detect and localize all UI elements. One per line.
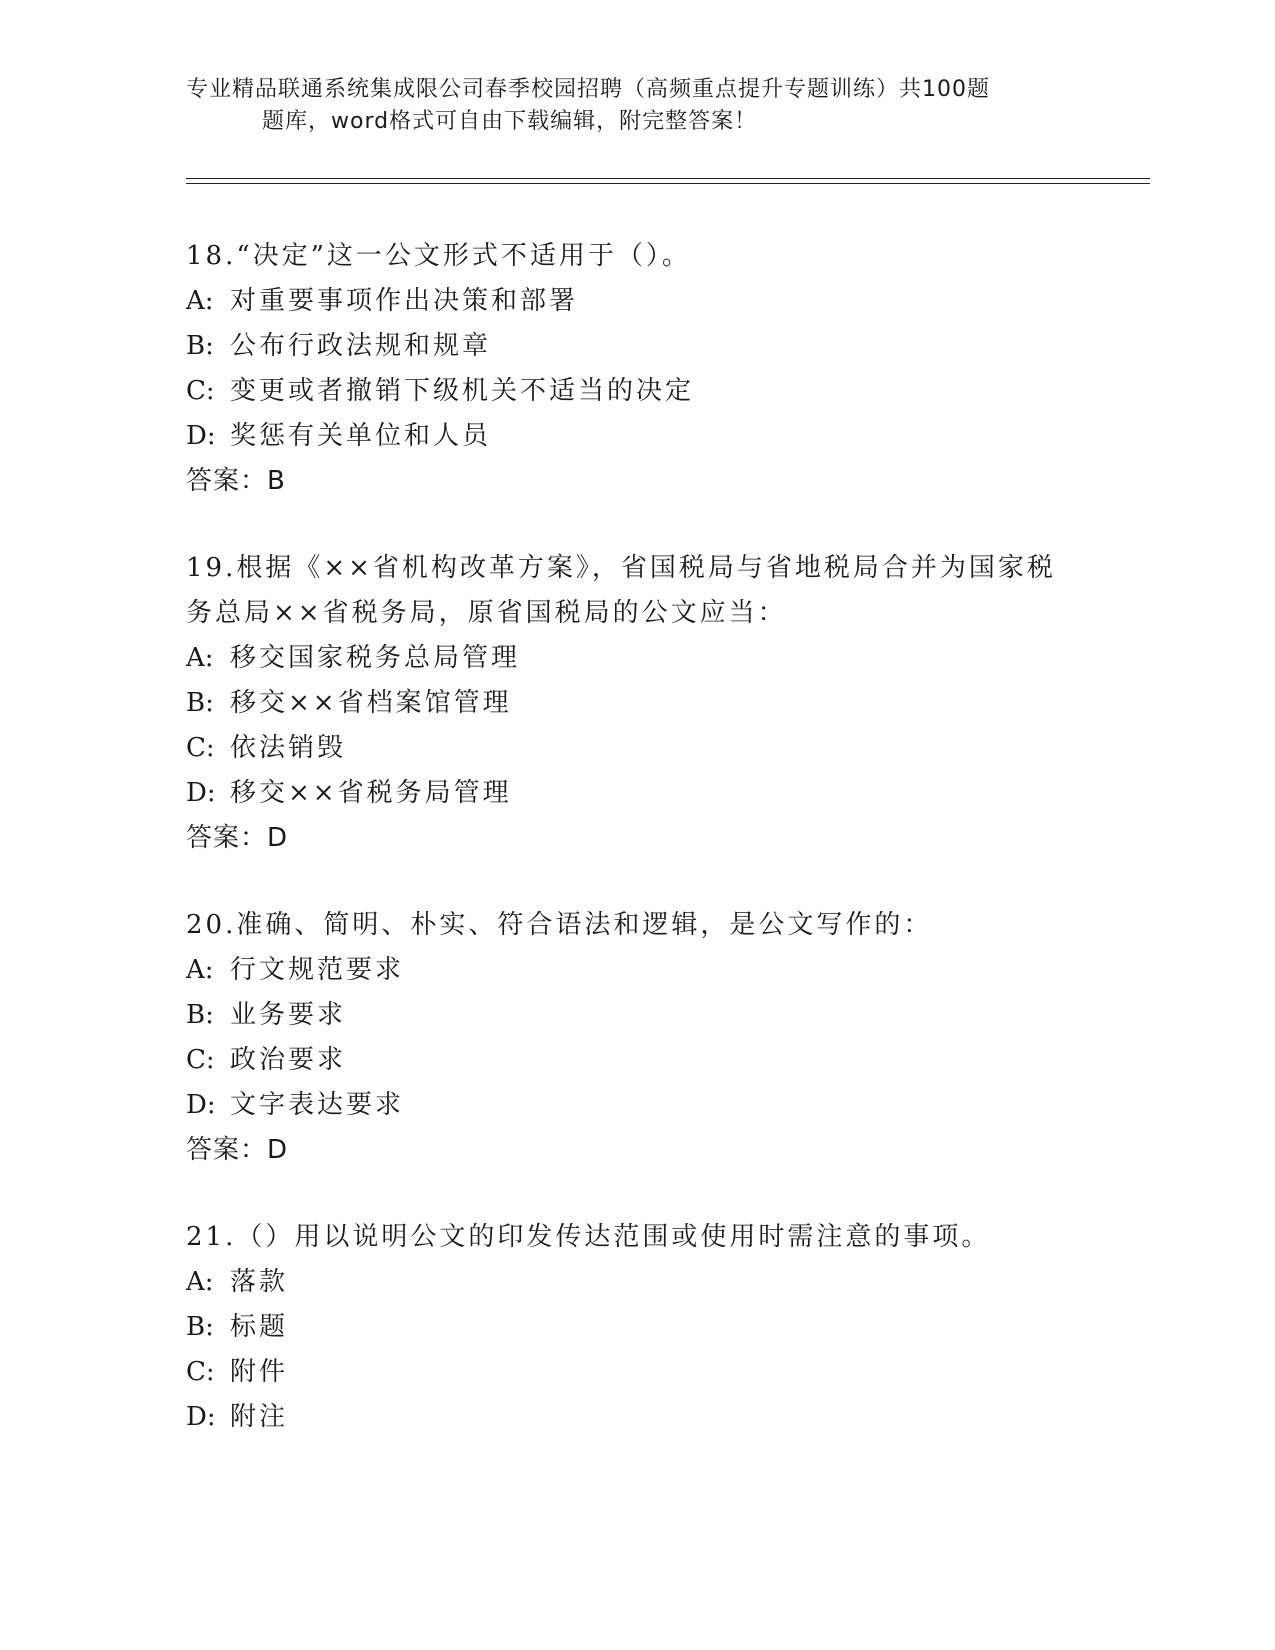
option-text: 公布行政法规和规章 <box>230 331 492 361</box>
question-stem: 21.（）用以说明公文的印发传达范围或使用时需注意的事项。 <box>186 1222 991 1252</box>
option-text: 业务要求 <box>230 1000 347 1030</box>
option-text: 移交××省档案馆管理 <box>230 688 512 718</box>
option-text: 附件 <box>230 1357 289 1387</box>
option-a <box>186 636 1086 681</box>
option-a <box>186 1260 1086 1305</box>
option-c <box>186 726 1086 771</box>
option-letter: C: <box>186 1045 215 1075</box>
option-text: 行文规范要求 <box>230 955 405 985</box>
option-c <box>186 369 1086 414</box>
option-letter: C: <box>186 733 215 763</box>
option-d <box>186 1395 1086 1440</box>
question-stem-line-1: 19.根据《××省机构改革方案》，省国税局与省地税局合并为国家税 <box>186 553 1056 583</box>
question-stem: 20.准确、简明、朴实、符合语法和逻辑，是公文写作的： <box>186 910 933 940</box>
question-18 <box>186 234 1086 504</box>
header-title-line-2: 题库，word格式可自由下载编辑，附完整答案！ <box>262 109 758 134</box>
option-d <box>186 414 1086 459</box>
question-stem: 18.“决定”这一公文形式不适用于（）。 <box>186 241 691 271</box>
option-text: 附注 <box>230 1402 289 1432</box>
question-list <box>186 234 1086 1482</box>
option-text: 变更或者撤销下级机关不适当的决定 <box>230 376 695 406</box>
question-stem-line-2: 务总局××省税务局，原省国税局的公文应当： <box>186 598 787 628</box>
option-text: 落款 <box>230 1267 289 1297</box>
option-letter: D: <box>186 778 216 808</box>
option-b <box>186 324 1086 369</box>
header-divider-bottom <box>186 183 1150 184</box>
header-title-line-1: 专业精品联通系统集成限公司春季校园招聘（高频重点提升专题训练）共100题 <box>186 77 990 102</box>
option-text: 奖惩有关单位和人员 <box>230 421 492 451</box>
option-text: 依法销毁 <box>230 733 347 763</box>
question-20 <box>186 903 1086 1173</box>
option-b <box>186 993 1086 1038</box>
option-letter: C: <box>186 1357 215 1387</box>
option-letter: A: <box>186 1267 214 1297</box>
option-letter: C: <box>186 376 215 406</box>
answer: 答案：D <box>186 1135 289 1165</box>
option-letter: B: <box>186 331 214 361</box>
option-c <box>186 1038 1086 1083</box>
answer: 答案：B <box>186 466 286 496</box>
document-header <box>186 74 1066 138</box>
option-d <box>186 1083 1086 1128</box>
option-a <box>186 279 1086 324</box>
option-text: 标题 <box>230 1312 289 1342</box>
option-c <box>186 1350 1086 1395</box>
option-letter: B: <box>186 1312 214 1342</box>
question-21 <box>186 1215 1086 1440</box>
option-b <box>186 1305 1086 1350</box>
option-letter: A: <box>186 643 214 673</box>
option-letter: D: <box>186 421 216 451</box>
option-text: 对重要事项作出决策和部署 <box>230 286 579 316</box>
option-letter: B: <box>186 688 214 718</box>
option-letter: D: <box>186 1090 216 1120</box>
option-text: 文字表达要求 <box>230 1090 405 1120</box>
option-d <box>186 771 1086 816</box>
option-letter: A: <box>186 955 214 985</box>
header-divider-top <box>186 178 1150 179</box>
option-letter: B: <box>186 1000 214 1030</box>
option-b <box>186 681 1086 726</box>
option-text: 政治要求 <box>230 1045 347 1075</box>
option-letter: D: <box>186 1402 216 1432</box>
answer: 答案：D <box>186 823 289 853</box>
question-19 <box>186 546 1086 861</box>
option-text: 移交国家税务总局管理 <box>230 643 521 673</box>
option-a <box>186 948 1086 993</box>
option-text: 移交××省税务局管理 <box>230 778 512 808</box>
option-letter: A: <box>186 286 214 316</box>
